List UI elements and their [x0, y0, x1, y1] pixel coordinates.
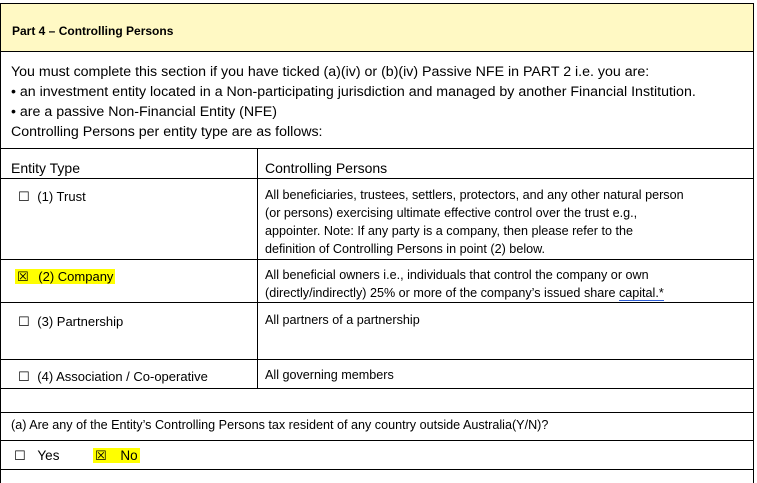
- col-header-controlling-persons: Controlling Persons: [265, 160, 388, 176]
- company-highlight: [15, 269, 115, 284]
- answer-no-option[interactable]: [93, 447, 140, 466]
- trust-desc-line: appointer. Note: If any party is a company, then please refer to the: [265, 224, 633, 238]
- no-checkbox[interactable]: ☒: [95, 449, 107, 464]
- no-highlight: [93, 448, 140, 463]
- no-label: No: [120, 448, 138, 463]
- association-controlling-persons: [265, 366, 394, 384]
- partnership-checkbox[interactable]: ☐: [18, 315, 30, 330]
- entity-option-trust[interactable]: [18, 188, 86, 207]
- entity-option-partnership[interactable]: [18, 313, 123, 332]
- rule-below-table-header: [0, 178, 754, 179]
- question-tax-residency: (a) Are any of the Entity’s Controlling Persons tax resident of any country outside Australia(Y/N)?: [11, 418, 549, 432]
- company-label: (2) Company: [38, 269, 114, 284]
- company-controlling-persons: [265, 266, 664, 302]
- trust-desc-line: (or persons) exercising ultimate effective control over the trust e.g.,: [265, 206, 638, 220]
- partnership-label: (3) Partnership: [37, 314, 124, 329]
- trust-label: (1) Trust: [37, 189, 86, 204]
- entity-option-association[interactable]: [18, 368, 208, 387]
- section-header: [1, 4, 753, 51]
- association-desc-line: All governing members: [265, 368, 394, 382]
- answer-yes-option[interactable]: [14, 447, 59, 466]
- yes-label: Yes: [37, 448, 60, 463]
- rule-above-table: [0, 148, 754, 149]
- company-desc-line: All beneficial owners i.e., individuals that control the company or own: [265, 268, 649, 282]
- rule-row1: [0, 259, 754, 260]
- entity-option-company[interactable]: [15, 268, 115, 287]
- rule-below-header: [0, 51, 754, 52]
- rule-row4: [0, 388, 754, 389]
- yes-checkbox[interactable]: ☐: [14, 449, 26, 464]
- association-label: (4) Association / Co-operative: [37, 369, 208, 384]
- company-desc-text: (directly/indirectly) 25% or more of the company’s issued share: [265, 286, 619, 300]
- trust-checkbox[interactable]: ☐: [18, 190, 30, 205]
- intro-line-4: Controlling Persons per entity type are as follows:: [11, 124, 323, 140]
- rule-question: [0, 440, 754, 441]
- spellcheck-word: capital.*: [618, 286, 664, 300]
- company-desc-line: [265, 284, 664, 302]
- association-checkbox[interactable]: ☐: [18, 370, 30, 385]
- trust-desc-line: All beneficiaries, trustees, settlers, protectors, and any other natural person: [265, 188, 684, 202]
- rule-spacer: [0, 412, 754, 413]
- col-header-entity-type: Entity Type: [11, 160, 81, 176]
- partnership-controlling-persons: [265, 311, 420, 329]
- trust-controlling-persons: [265, 186, 684, 258]
- intro-line-1: You must complete this section if you have ticked (a)(iv) or (b)(iv) Passive NFE in PART 2 i.e. you are:: [11, 64, 650, 80]
- column-divider: [257, 148, 258, 388]
- company-checkbox[interactable]: ☒: [17, 270, 29, 285]
- rule-answer: [0, 469, 754, 470]
- section-title: Part 4 – Controlling Persons: [12, 24, 174, 38]
- intro-text: [11, 62, 696, 142]
- intro-line-3: • are a passive Non-Financial Entity (NFE): [11, 104, 277, 120]
- rule-row2: [0, 302, 754, 303]
- trust-desc-line: definition of Controlling Persons in point (2) below.: [265, 242, 546, 256]
- partnership-desc-line: All partners of a partnership: [265, 313, 420, 327]
- rule-row3: [0, 359, 754, 360]
- intro-line-2: • an investment entity located in a Non-participating jurisdiction and managed by another Financial Institution.: [11, 84, 696, 100]
